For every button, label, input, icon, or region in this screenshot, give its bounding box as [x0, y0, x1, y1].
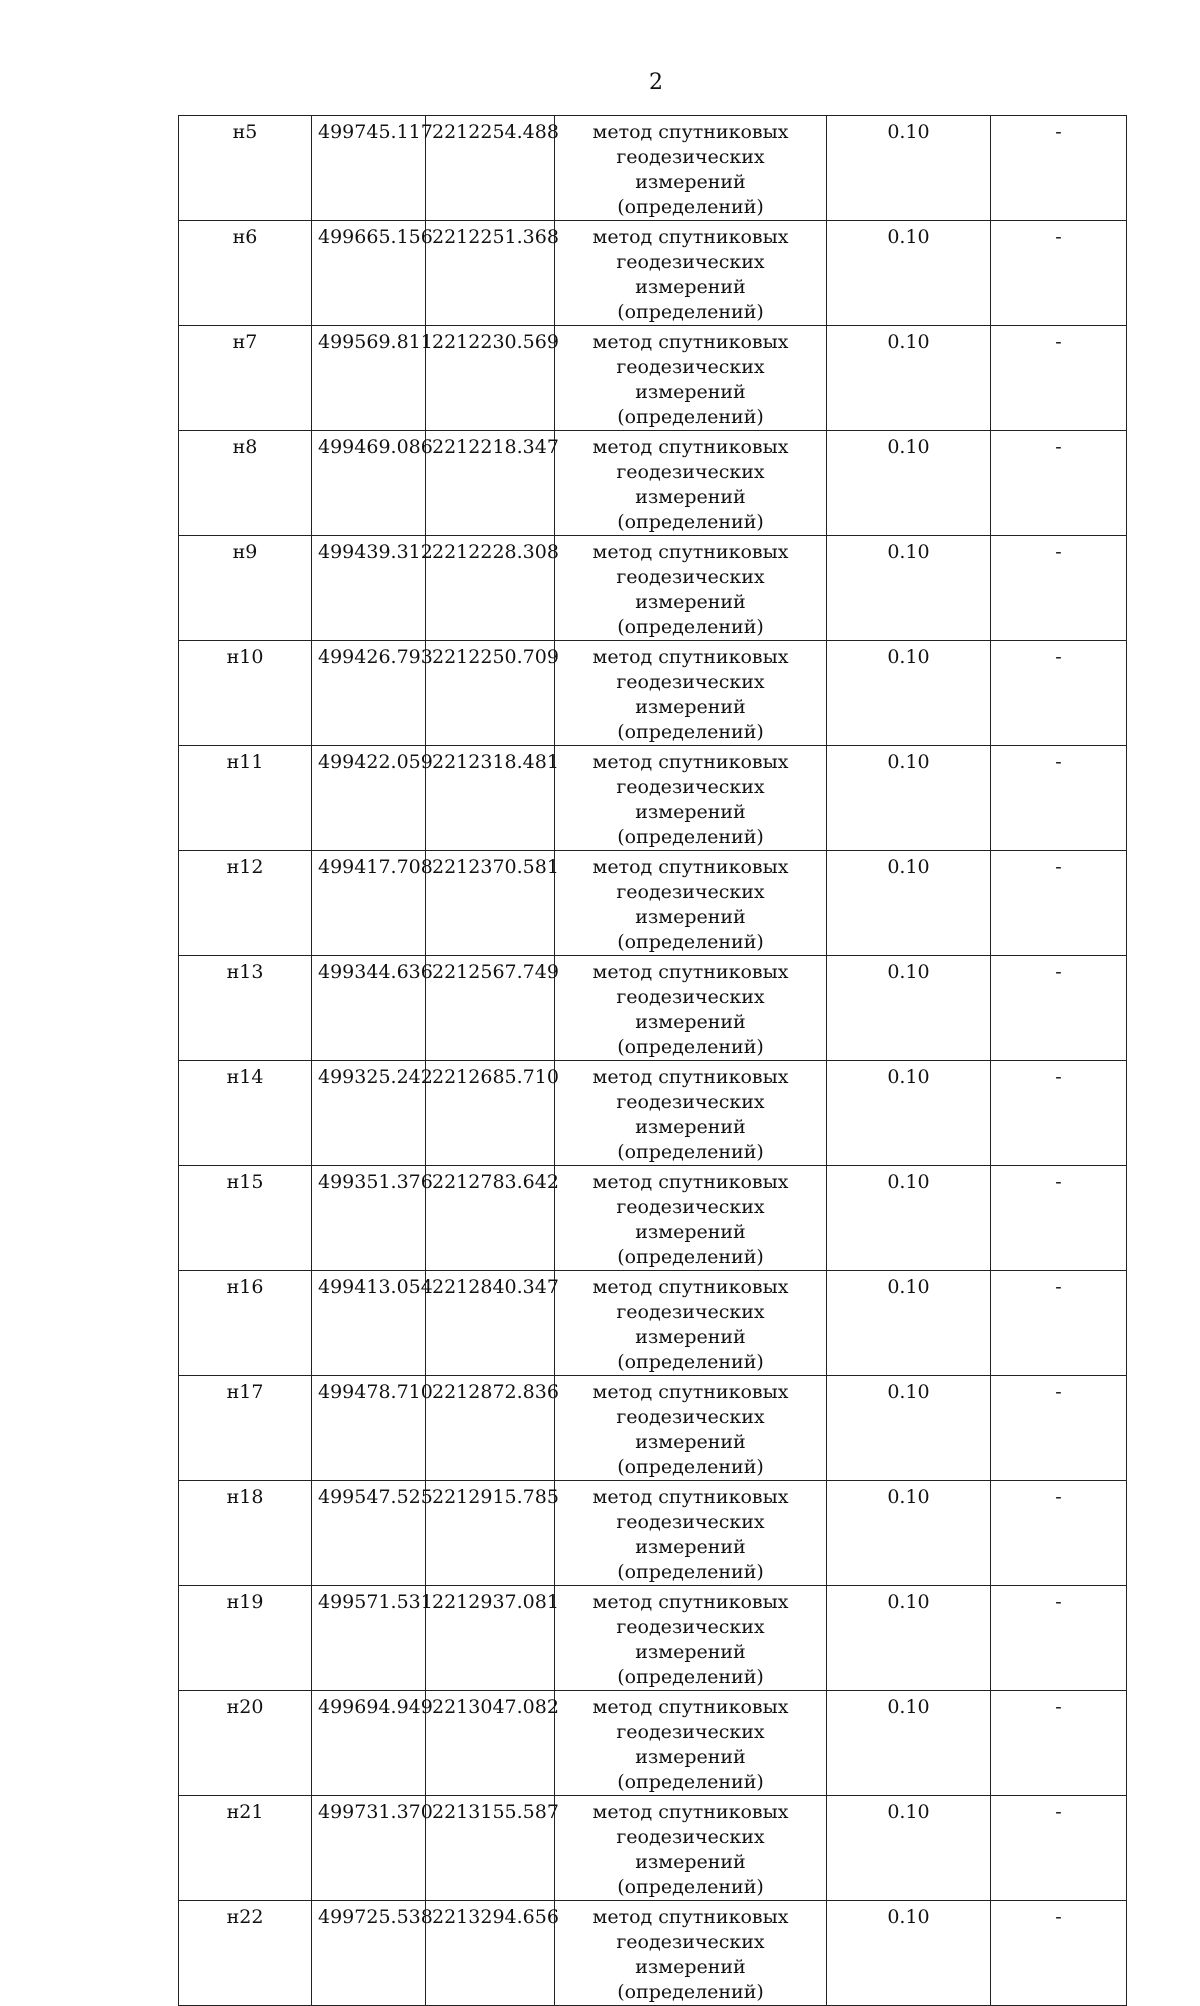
accuracy-cell: 0.10 — [827, 746, 991, 851]
y-coordinate-cell: 2212937.081 — [426, 1586, 555, 1691]
accuracy-cell: 0.10 — [827, 326, 991, 431]
extra-info-cell: - — [991, 1061, 1127, 1166]
extra-info-cell: - — [991, 1481, 1127, 1586]
method-cell: метод спутниковых геодезических измерений (определений) — [555, 956, 827, 1061]
method-cell: метод спутниковых геодезических измерений (определений) — [555, 1901, 827, 2006]
method-cell: метод спутниковых геодезических измерений (определений) — [555, 1481, 827, 1586]
method-cell: метод спутниковых геодезических измерений (определений) — [555, 536, 827, 641]
method-cell: метод спутниковых геодезических измерений (определений) — [555, 116, 827, 221]
y-coordinate-cell: 2212872.836 — [426, 1376, 555, 1481]
method-cell: метод спутниковых геодезических измерений (определений) — [555, 641, 827, 746]
method-cell: метод спутниковых геодезических измерений (определений) — [555, 326, 827, 431]
accuracy-cell: 0.10 — [827, 641, 991, 746]
accuracy-cell: 0.10 — [827, 956, 991, 1061]
point-name-cell: н7 — [179, 326, 312, 431]
y-coordinate-cell: 2212230.569 — [426, 326, 555, 431]
extra-info-cell: - — [991, 1166, 1127, 1271]
x-coordinate-cell: 499694.949 — [312, 1691, 426, 1796]
x-coordinate-cell: 499351.376 — [312, 1166, 426, 1271]
extra-info-cell: - — [991, 431, 1127, 536]
extra-info-cell: - — [991, 851, 1127, 956]
method-cell: метод спутниковых геодезических измерений (определений) — [555, 1586, 827, 1691]
point-name-cell: н10 — [179, 641, 312, 746]
extra-info-cell: - — [991, 746, 1127, 851]
extra-info-cell: - — [991, 1586, 1127, 1691]
point-name-cell: н19 — [179, 1586, 312, 1691]
y-coordinate-cell: 2212228.308 — [426, 536, 555, 641]
extra-info-cell: - — [991, 1691, 1127, 1796]
extra-info-cell: - — [991, 221, 1127, 326]
method-cell: метод спутниковых геодезических измерений (определений) — [555, 746, 827, 851]
table-row — [179, 326, 1127, 431]
extra-info-cell: - — [991, 116, 1127, 221]
extra-info-cell: - — [991, 326, 1127, 431]
point-name-cell: н18 — [179, 1481, 312, 1586]
method-cell: метод спутниковых геодезических измерений (определений) — [555, 1376, 827, 1481]
y-coordinate-cell: 2213294.656 — [426, 1901, 555, 2006]
y-coordinate-cell: 2212567.749 — [426, 956, 555, 1061]
x-coordinate-cell: 499417.708 — [312, 851, 426, 956]
method-cell: метод спутниковых геодезических измерений (определений) — [555, 1271, 827, 1376]
x-coordinate-cell: 499665.156 — [312, 221, 426, 326]
point-name-cell: н6 — [179, 221, 312, 326]
table-row — [179, 221, 1127, 326]
y-coordinate-cell: 2213155.587 — [426, 1796, 555, 1901]
accuracy-cell: 0.10 — [827, 221, 991, 326]
accuracy-cell: 0.10 — [827, 1586, 991, 1691]
table-row — [179, 1586, 1127, 1691]
accuracy-cell: 0.10 — [827, 1166, 991, 1271]
x-coordinate-cell: 499745.117 — [312, 116, 426, 221]
method-cell: метод спутниковых геодезических измерений (определений) — [555, 851, 827, 956]
accuracy-cell: 0.10 — [827, 1271, 991, 1376]
table-row — [179, 1376, 1127, 1481]
y-coordinate-cell: 2212250.709 — [426, 641, 555, 746]
method-cell: метод спутниковых геодезических измерений (определений) — [555, 1166, 827, 1271]
y-coordinate-cell: 2212685.710 — [426, 1061, 555, 1166]
x-coordinate-cell: 499344.636 — [312, 956, 426, 1061]
y-coordinate-cell: 2212251.368 — [426, 221, 555, 326]
method-cell: метод спутниковых геодезических измерений (определений) — [555, 1061, 827, 1166]
table-row — [179, 851, 1127, 956]
accuracy-cell: 0.10 — [827, 536, 991, 641]
point-name-cell: н20 — [179, 1691, 312, 1796]
x-coordinate-cell: 499571.531 — [312, 1586, 426, 1691]
x-coordinate-cell: 499413.054 — [312, 1271, 426, 1376]
method-cell: метод спутниковых геодезических измерений (определений) — [555, 1691, 827, 1796]
accuracy-cell: 0.10 — [827, 431, 991, 536]
method-cell: метод спутниковых геодезических измерений (определений) — [555, 431, 827, 536]
table-row — [179, 1166, 1127, 1271]
point-name-cell: н12 — [179, 851, 312, 956]
table-row — [179, 1481, 1127, 1586]
accuracy-cell: 0.10 — [827, 1061, 991, 1166]
y-coordinate-cell: 2213047.082 — [426, 1691, 555, 1796]
x-coordinate-cell: 499469.086 — [312, 431, 426, 536]
extra-info-cell: - — [991, 536, 1127, 641]
extra-info-cell: - — [991, 641, 1127, 746]
accuracy-cell: 0.10 — [827, 1901, 991, 2006]
accuracy-cell: 0.10 — [827, 1376, 991, 1481]
point-name-cell: н17 — [179, 1376, 312, 1481]
accuracy-cell: 0.10 — [827, 1796, 991, 1901]
table-row — [179, 1796, 1127, 1901]
y-coordinate-cell: 2212840.347 — [426, 1271, 555, 1376]
accuracy-cell: 0.10 — [827, 851, 991, 956]
point-name-cell: н13 — [179, 956, 312, 1061]
point-name-cell: н14 — [179, 1061, 312, 1166]
x-coordinate-cell: 499439.312 — [312, 536, 426, 641]
point-name-cell: н8 — [179, 431, 312, 536]
table-row — [179, 1271, 1127, 1376]
extra-info-cell: - — [991, 1376, 1127, 1481]
accuracy-cell: 0.10 — [827, 116, 991, 221]
page-number: 2 — [649, 70, 663, 95]
accuracy-cell: 0.10 — [827, 1691, 991, 1796]
table-row — [179, 431, 1127, 536]
x-coordinate-cell: 499325.242 — [312, 1061, 426, 1166]
extra-info-cell: - — [991, 1796, 1127, 1901]
table-row — [179, 116, 1127, 221]
point-name-cell: н16 — [179, 1271, 312, 1376]
point-name-cell: н21 — [179, 1796, 312, 1901]
x-coordinate-cell: 499422.059 — [312, 746, 426, 851]
x-coordinate-cell: 499426.793 — [312, 641, 426, 746]
point-name-cell: н5 — [179, 116, 312, 221]
method-cell: метод спутниковых геодезических измерений (определений) — [555, 1796, 827, 1901]
extra-info-cell: - — [991, 1271, 1127, 1376]
point-name-cell: н9 — [179, 536, 312, 641]
table-row — [179, 1691, 1127, 1796]
table-row — [179, 956, 1127, 1061]
point-name-cell: н11 — [179, 746, 312, 851]
coordinates-table — [178, 115, 1127, 2006]
extra-info-cell: - — [991, 956, 1127, 1061]
table-row — [179, 1061, 1127, 1166]
table-row — [179, 536, 1127, 641]
coordinates-table-body — [179, 116, 1127, 2006]
table-row — [179, 1901, 1127, 2006]
x-coordinate-cell: 499569.811 — [312, 326, 426, 431]
point-name-cell: н22 — [179, 1901, 312, 2006]
x-coordinate-cell: 499478.710 — [312, 1376, 426, 1481]
y-coordinate-cell: 2212218.347 — [426, 431, 555, 536]
y-coordinate-cell: 2212915.785 — [426, 1481, 555, 1586]
x-coordinate-cell: 499731.370 — [312, 1796, 426, 1901]
table-row — [179, 641, 1127, 746]
accuracy-cell: 0.10 — [827, 1481, 991, 1586]
y-coordinate-cell: 2212370.581 — [426, 851, 555, 956]
extra-info-cell: - — [991, 1901, 1127, 2006]
y-coordinate-cell: 2212783.642 — [426, 1166, 555, 1271]
y-coordinate-cell: 2212318.481 — [426, 746, 555, 851]
x-coordinate-cell: 499725.538 — [312, 1901, 426, 2006]
y-coordinate-cell: 2212254.488 — [426, 116, 555, 221]
x-coordinate-cell: 499547.525 — [312, 1481, 426, 1586]
point-name-cell: н15 — [179, 1166, 312, 1271]
method-cell: метод спутниковых геодезических измерений (определений) — [555, 221, 827, 326]
table-row — [179, 746, 1127, 851]
